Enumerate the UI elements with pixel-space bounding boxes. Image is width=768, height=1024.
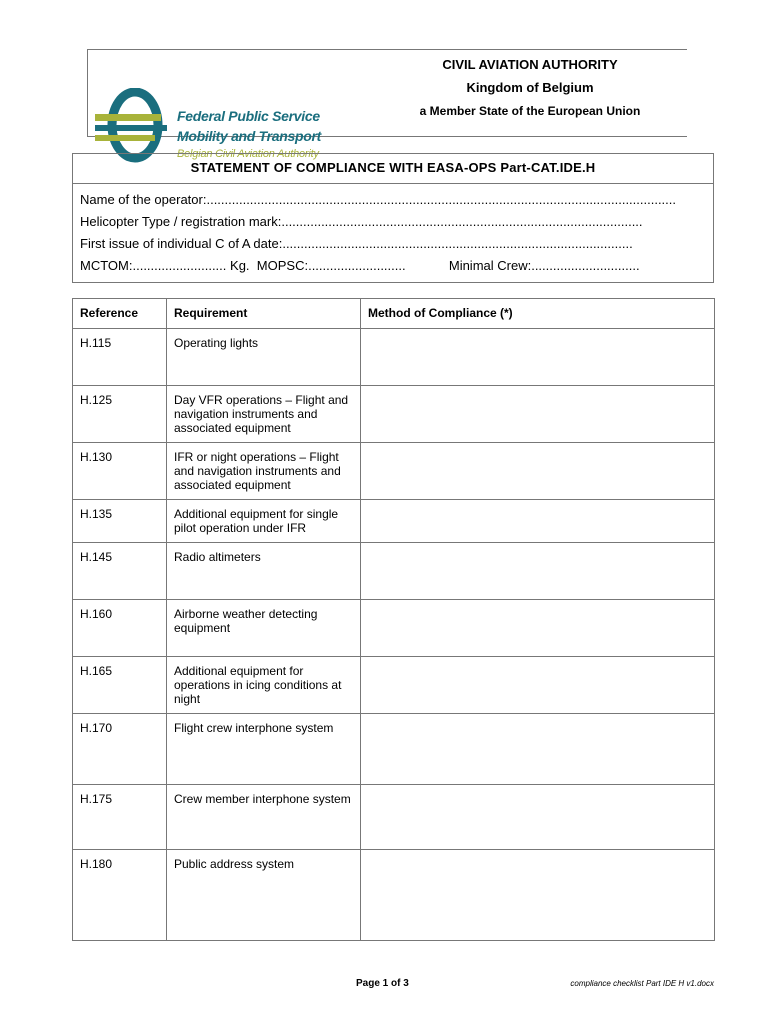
helicopter-field[interactable] [80,214,700,229]
operator-label: Name of the operator: [80,192,207,207]
mctom-label: MCTOM: [80,258,133,273]
row-method-cell[interactable] [361,543,715,600]
authority-block [380,56,680,122]
row-requirement: Flight crew interphone system [167,714,361,785]
row-reference: H.180 [73,850,167,941]
row-requirement: Operating lights [167,329,361,386]
row-requirement: Airborne weather detecting equipment [167,600,361,657]
operator-field[interactable] [80,192,700,207]
table-row [73,600,715,657]
row-requirement: Public address system [167,850,361,941]
authority-title: CIVIL AVIATION AUTHORITY [442,57,618,72]
table-row [73,785,715,850]
row-reference: H.130 [73,443,167,500]
row-reference: H.125 [73,386,167,443]
row-reference: H.135 [73,500,167,543]
row-requirement: Crew member interphone system [167,785,361,850]
table-row [73,329,715,386]
table-row [73,850,715,941]
logo-line-2: Mobility and Transport [177,128,322,144]
table-row [73,386,715,443]
minimal-crew-dots[interactable]: .............................. [531,258,640,273]
operator-dots: .................................................................................................................................. [206,192,677,207]
row-reference: H.175 [73,785,167,850]
mctom-dots[interactable]: .......................... [132,258,227,273]
row-requirement: IFR or night operations – Flight and navigation instruments and associated equipment [167,443,361,500]
row-method-cell[interactable] [361,443,715,500]
table-header-row [73,299,715,329]
authority-eu-member: a Member State of the European Union [419,104,641,118]
table-row [73,500,715,543]
row-reference: H.170 [73,714,167,785]
coa-date-dots: ................................................................................................. [282,236,633,251]
kg-label: Kg. [230,258,250,273]
row-method-cell[interactable] [361,329,715,386]
row-reference: H.160 [73,600,167,657]
file-name: compliance checklist Part IDE H v1.docx [570,979,714,988]
row-method-cell[interactable] [361,714,715,785]
row-method-cell[interactable] [361,600,715,657]
logo-line-1: Federal Public Service [177,108,320,124]
helicopter-dots: .................................................................................................... [281,214,643,229]
minimal-crew-label: Minimal Crew: [448,258,532,273]
coa-date-label: First issue of individual C of A date: [80,236,283,251]
row-reference: H.145 [73,543,167,600]
logo-line-3: Belgian Civil Aviation Authority [177,148,319,160]
row-requirement: Additional equipment for operations in icing conditions at night [167,657,361,714]
authority-country: Kingdom of Belgium [466,80,594,95]
row-method-cell[interactable] [361,657,715,714]
statement-box [72,153,714,283]
table-row [73,657,715,714]
row-requirement: Additional equipment for single pilot operation under IFR [167,500,361,543]
helicopter-label: Helicopter Type / registration mark: [80,214,282,229]
row-requirement: Day VFR operations – Flight and navigation instruments and associated equipment [167,386,361,443]
header-reference: Reference [73,299,167,329]
mopsc-label: MOPSC: [256,258,309,273]
row-method-cell[interactable] [361,785,715,850]
row-method-cell[interactable] [361,386,715,443]
statement-title: STATEMENT OF COMPLIANCE WITH EASA-OPS Part-CAT.IDE.H [73,154,713,184]
header-method: Method of Compliance (*) [361,299,715,329]
row-reference: H.165 [73,657,167,714]
header-requirement: Requirement [167,299,361,329]
row-method-cell[interactable] [361,850,715,941]
row-reference: H.115 [73,329,167,386]
mopsc-dots[interactable]: ........................... [308,258,406,273]
compliance-table [72,298,715,941]
row-method-cell[interactable] [361,500,715,543]
table-row [73,543,715,600]
page-number: Page 1 of 3 [356,978,409,989]
table-row [73,443,715,500]
row-requirement: Radio altimeters [167,543,361,600]
table-row [73,714,715,785]
coa-date-field[interactable] [80,236,700,251]
mass-crew-line [80,258,700,273]
